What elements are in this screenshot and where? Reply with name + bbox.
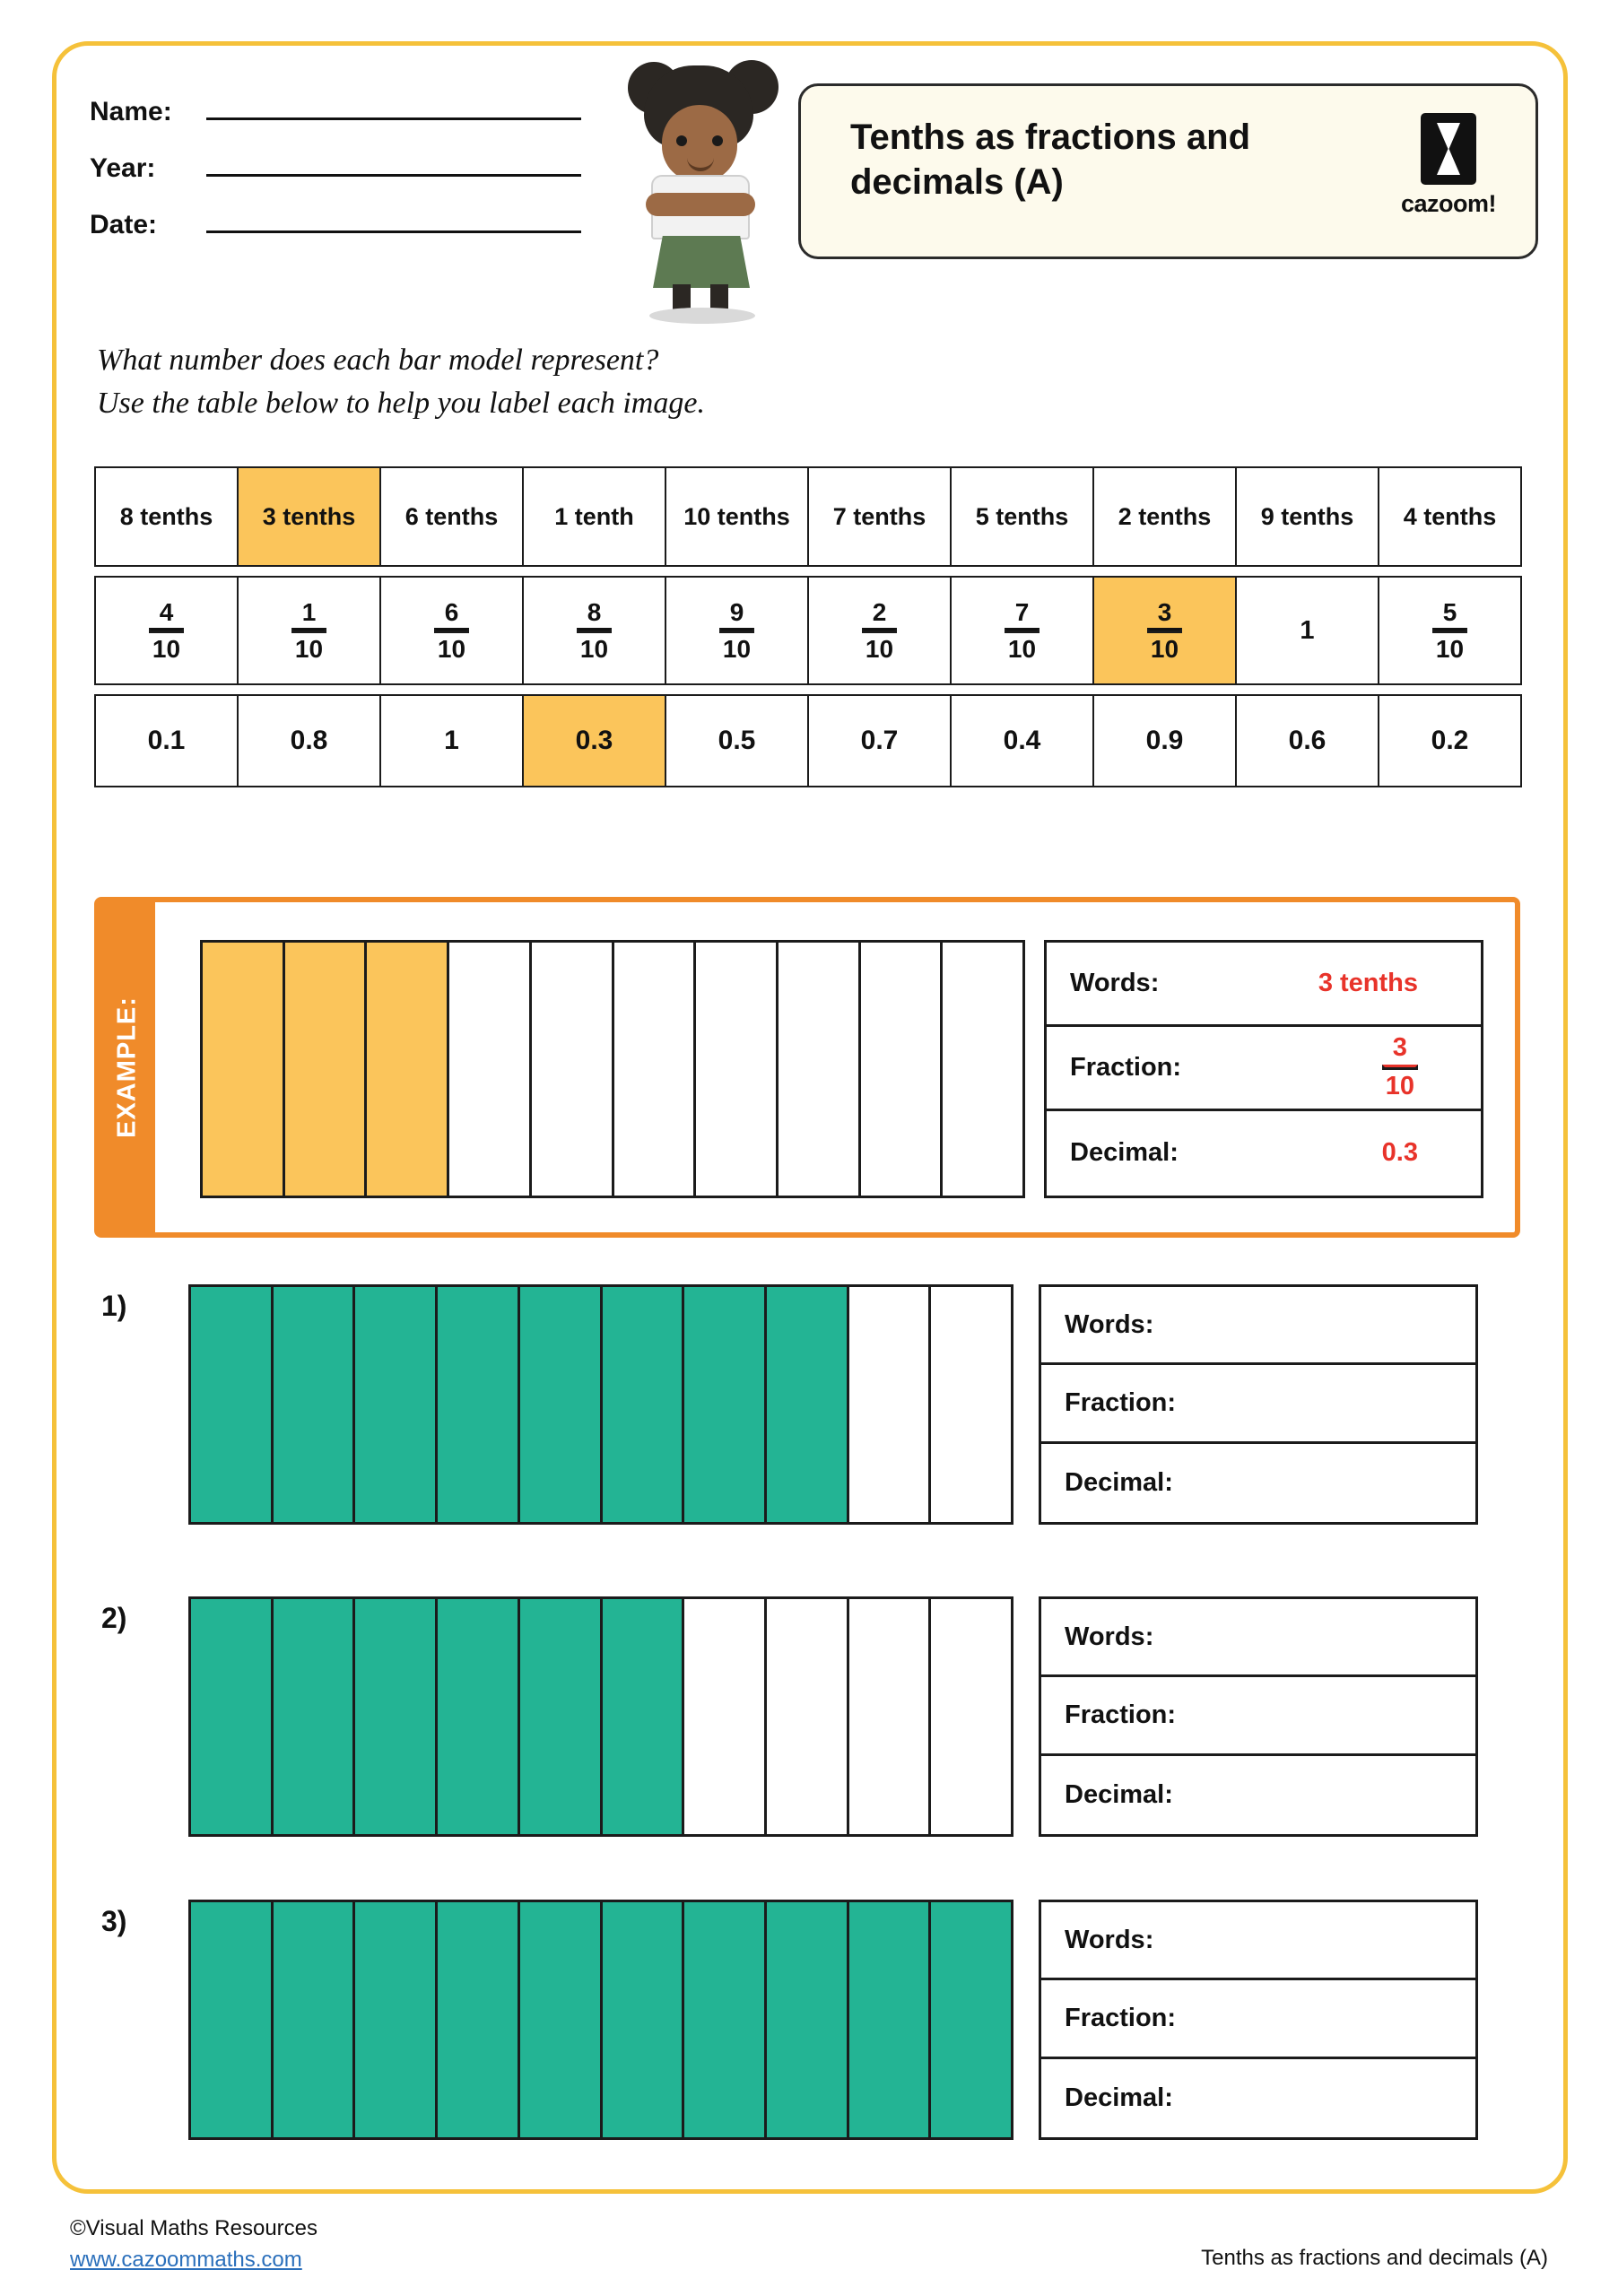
ref-word-text: 6 tenths	[404, 502, 499, 530]
fraction-glyph	[577, 599, 612, 663]
fraction-bar	[434, 628, 469, 633]
ref-fraction-cell[interactable]	[665, 576, 809, 685]
question-2	[94, 1596, 1520, 1837]
words-answer: 3 tenths	[1318, 968, 1418, 997]
question-1-answer-box	[1039, 1284, 1478, 1525]
words-row[interactable]	[1041, 1599, 1475, 1677]
ref-decimal-text: 0.1	[147, 726, 186, 755]
ref-decimal-cell[interactable]	[94, 694, 239, 787]
website-link[interactable]: www.cazoommaths.com	[70, 2247, 302, 2272]
date-label: Date:	[90, 210, 158, 239]
fraction-numerator: 1	[301, 597, 317, 626]
decimal-answer: 0.3	[1381, 1138, 1418, 1168]
ref-word-cell[interactable]	[1092, 466, 1237, 567]
fraction-denominator: 10	[1150, 635, 1179, 663]
words-row[interactable]	[1041, 1902, 1475, 1980]
instruction-line-1: What number does each bar model represent?	[97, 344, 659, 377]
fraction-bar	[149, 628, 184, 633]
bar-segment	[367, 943, 449, 1196]
fraction-row[interactable]	[1041, 1677, 1475, 1755]
bar-segment	[684, 1902, 767, 2137]
fraction-denominator: 10	[152, 635, 181, 663]
ref-fraction-cell[interactable]	[379, 576, 524, 685]
ref-word-cell[interactable]	[950, 466, 1094, 567]
ref-decimal-text: 0.6	[1288, 726, 1327, 755]
ref-word-text: 7 tenths	[832, 502, 926, 530]
ref-decimal-cell[interactable]	[665, 694, 809, 787]
fraction-bar	[577, 628, 612, 633]
fraction-numerator: 6	[444, 597, 459, 626]
ref-decimal-cell[interactable]	[237, 694, 381, 787]
example-answer-box	[1044, 940, 1483, 1198]
bar-segment	[532, 943, 614, 1196]
ref-word-cell[interactable]	[1378, 466, 1522, 567]
decimal-label: Decimal:	[1065, 1467, 1173, 1497]
reference-row-decimals	[94, 694, 1520, 787]
decimal-label: Decimal:	[1070, 1138, 1179, 1168]
fraction-numerator: 8	[587, 597, 602, 626]
decimal-row[interactable]	[1041, 2059, 1475, 2137]
bar-segment	[767, 1287, 849, 1522]
question-number: 1)	[101, 1290, 127, 1322]
bar-segment	[274, 1599, 356, 1834]
footer-left	[70, 2213, 318, 2276]
bar-segment	[355, 1599, 438, 1834]
ref-decimal-text: 0.8	[290, 726, 328, 755]
words-label: Words:	[1070, 968, 1160, 997]
date-field-row	[90, 207, 601, 240]
ref-word-cell[interactable]	[379, 466, 524, 567]
ref-word-text: 2 tenths	[1118, 502, 1212, 530]
bar-segment	[767, 1902, 849, 2137]
bar-segment	[520, 1902, 603, 2137]
bar-segment	[931, 1287, 1011, 1522]
fraction-denominator: 10	[1385, 1071, 1414, 1100]
mascot-skirt	[653, 236, 750, 288]
ref-word-cell[interactable]	[94, 466, 239, 567]
ref-fraction-cell[interactable]	[1235, 576, 1379, 685]
fraction-bar	[1382, 1065, 1418, 1070]
ref-word-text: 9 tenths	[1260, 502, 1354, 530]
fraction-label: Fraction:	[1065, 2003, 1177, 2032]
ref-word-text: 4 tenths	[1403, 502, 1497, 530]
ref-decimal-cell[interactable]	[1235, 694, 1379, 787]
bar-segment	[520, 1599, 603, 1834]
words-label: Words:	[1065, 1309, 1154, 1339]
ref-word-text: 8 tenths	[119, 502, 213, 530]
ref-fraction-cell[interactable]	[1378, 576, 1522, 685]
words-label: Words:	[1065, 1622, 1154, 1651]
header	[85, 76, 1538, 314]
fraction-bar	[1432, 628, 1467, 633]
words-row[interactable]	[1041, 1287, 1475, 1365]
bar-segment	[943, 943, 1022, 1196]
logo-wordmark: cazoom!	[1400, 190, 1497, 217]
fraction-numerator: 5	[1442, 597, 1457, 626]
bar-segment	[684, 1287, 767, 1522]
bar-segment	[191, 1599, 274, 1834]
question-1	[94, 1284, 1520, 1525]
name-input-line[interactable]	[206, 94, 581, 120]
ref-decimal-cell[interactable]	[522, 694, 666, 787]
bar-segment	[696, 943, 779, 1196]
bar-segment	[191, 1287, 274, 1522]
ref-decimal-text: 0.7	[860, 726, 899, 755]
ref-word-text: 3 tenths	[262, 502, 356, 530]
fraction-row[interactable]	[1041, 1980, 1475, 2058]
question-3-answer-box	[1039, 1900, 1478, 2140]
ref-decimal-cell[interactable]	[807, 694, 952, 787]
bar-segment	[438, 1902, 520, 2137]
year-label: Year:	[90, 153, 156, 183]
bar-segment	[614, 943, 697, 1196]
reference-table	[94, 466, 1520, 796]
student-mascot-illustration	[619, 58, 789, 318]
question-1-bar-model	[188, 1284, 1013, 1525]
decimal-row[interactable]	[1041, 1444, 1475, 1522]
ref-fraction-cell[interactable]	[522, 576, 666, 685]
instruction-line-2: Use the table below to help you label each image.	[97, 387, 705, 421]
fraction-answer	[1382, 1034, 1418, 1100]
fraction-numerator: 3	[1392, 1033, 1407, 1063]
ref-word-text: 10 tenths	[683, 502, 790, 530]
name-field-row	[90, 94, 601, 127]
ref-word-text: 1 tenth	[554, 502, 634, 530]
fraction-glyph	[434, 599, 469, 663]
mascot-eye-right	[712, 135, 723, 146]
fraction-glyph	[291, 599, 326, 663]
fraction-denominator: 10	[579, 635, 609, 663]
bar-segment	[355, 1902, 438, 2137]
bar-segment	[849, 1902, 932, 2137]
fraction-bar	[291, 628, 326, 633]
fraction-glyph	[1005, 599, 1040, 663]
bar-segment	[684, 1599, 767, 1834]
bar-segment	[520, 1287, 603, 1522]
fraction-numerator: 9	[729, 597, 744, 626]
bar-segment	[861, 943, 944, 1196]
name-label: Name:	[90, 97, 172, 126]
question-3	[94, 1900, 1520, 2140]
bar-segment	[603, 1287, 685, 1522]
question-number: 2)	[101, 1602, 127, 1634]
copyright-text: ©Visual Maths Resources	[70, 2216, 318, 2240]
bar-segment	[355, 1287, 438, 1522]
question-2-answer-box	[1039, 1596, 1478, 1837]
fraction-label: Fraction:	[1070, 1052, 1182, 1082]
fraction-glyph	[1432, 599, 1467, 663]
fraction-denominator: 10	[865, 635, 894, 663]
fraction-glyph	[719, 599, 754, 663]
question-3-bar-model	[188, 1900, 1013, 2140]
bar-segment	[274, 1287, 356, 1522]
words-label: Words:	[1065, 1925, 1154, 1954]
fraction-glyph	[862, 599, 897, 663]
student-info-block	[90, 94, 601, 264]
fraction-denominator: 10	[722, 635, 752, 663]
reference-row-fractions	[94, 576, 1520, 685]
question-2-bar-model	[188, 1596, 1013, 1837]
bar-segment	[438, 1599, 520, 1834]
fraction-denominator: 10	[294, 635, 324, 663]
bar-segment	[849, 1287, 932, 1522]
fraction-glyph	[149, 599, 184, 663]
ref-decimal-cell[interactable]	[1378, 694, 1522, 787]
fraction-numerator: 7	[1014, 597, 1030, 626]
fraction-bar	[862, 628, 897, 633]
mascot-arms	[646, 193, 755, 216]
ref-fraction-cell[interactable]	[807, 576, 952, 685]
example-fraction-row	[1047, 1027, 1481, 1111]
page-title: Tenths as fractions and decimals (A)	[850, 117, 1251, 202]
ref-decimal-cell[interactable]	[950, 694, 1094, 787]
mascot-shadow	[649, 308, 755, 324]
fraction-bar	[1005, 628, 1040, 633]
bar-segment	[779, 943, 861, 1196]
hourglass-icon	[1421, 113, 1476, 185]
fraction-bar	[719, 628, 754, 633]
fraction-denominator: 10	[1007, 635, 1037, 663]
ref-decimal-cell[interactable]	[1092, 694, 1237, 787]
bar-segment	[449, 943, 532, 1196]
date-input-line[interactable]	[206, 207, 581, 233]
ref-decimal-text: 0.9	[1145, 726, 1184, 755]
bar-segment	[603, 1599, 685, 1834]
ref-fraction-cell[interactable]	[950, 576, 1094, 685]
bar-segment	[285, 943, 368, 1196]
example-tab	[100, 902, 155, 1232]
example-bar-model	[200, 940, 1025, 1198]
fraction-denominator: 10	[437, 635, 466, 663]
ref-fraction-cell[interactable]	[1092, 576, 1237, 685]
footer-title: Tenths as fractions and decimals (A)	[1201, 2246, 1548, 2270]
ref-fraction-cell[interactable]	[94, 576, 239, 685]
bar-segment	[931, 1599, 1011, 1834]
ref-decimal-text: 0.5	[718, 726, 756, 755]
fraction-glyph	[1382, 1034, 1418, 1100]
ref-decimal-text: 0.4	[1003, 726, 1041, 755]
example-words-row	[1047, 943, 1481, 1027]
fraction-numerator: 2	[872, 597, 887, 626]
bar-segment	[849, 1599, 932, 1834]
year-input-line[interactable]	[206, 151, 581, 177]
example-tab-label: EXAMPLE:	[112, 996, 142, 1138]
fraction-row[interactable]	[1041, 1365, 1475, 1443]
decimal-label: Decimal:	[1065, 2083, 1173, 2112]
bar-segment	[931, 1902, 1011, 2137]
bar-segment	[767, 1599, 849, 1834]
ref-decimal-text: 0.3	[575, 726, 613, 755]
mascot-eye-left	[676, 135, 687, 146]
fraction-label: Fraction:	[1065, 1387, 1177, 1417]
fraction-denominator: 10	[1435, 635, 1465, 663]
ref-word-cell[interactable]	[237, 466, 381, 567]
ref-decimal-text: 0.2	[1431, 726, 1469, 755]
title-box	[798, 83, 1538, 259]
fraction-numerator: 4	[159, 597, 174, 626]
fraction-label: Fraction:	[1065, 1700, 1177, 1729]
year-field-row	[90, 151, 601, 184]
bar-segment	[438, 1287, 520, 1522]
ref-decimal-text: 1	[444, 726, 459, 755]
decimal-row[interactable]	[1041, 1756, 1475, 1834]
ref-word-cell[interactable]	[807, 466, 952, 567]
cazoom-logo	[1396, 113, 1501, 231]
fraction-bar	[1147, 628, 1182, 633]
ref-word-cell[interactable]	[665, 466, 809, 567]
ref-word-cell[interactable]	[1235, 466, 1379, 567]
ref-decimal-cell[interactable]	[379, 694, 524, 787]
bar-segment	[274, 1902, 356, 2137]
example-block	[94, 897, 1520, 1238]
fraction-numerator: 3	[1157, 597, 1172, 626]
ref-word-cell[interactable]	[522, 466, 666, 567]
reference-row-words	[94, 466, 1520, 567]
whole-number-value: 1	[1300, 615, 1315, 645]
ref-word-text: 5 tenths	[975, 502, 1069, 530]
fraction-glyph	[1147, 599, 1182, 663]
bar-segment	[603, 1902, 685, 2137]
question-number: 3)	[101, 1905, 127, 1937]
instructions	[97, 339, 1263, 426]
decimal-label: Decimal:	[1065, 1779, 1173, 1809]
bar-segment	[191, 1902, 274, 2137]
example-decimal-row	[1047, 1111, 1481, 1196]
ref-fraction-cell[interactable]	[237, 576, 381, 685]
bar-segment	[203, 943, 285, 1196]
